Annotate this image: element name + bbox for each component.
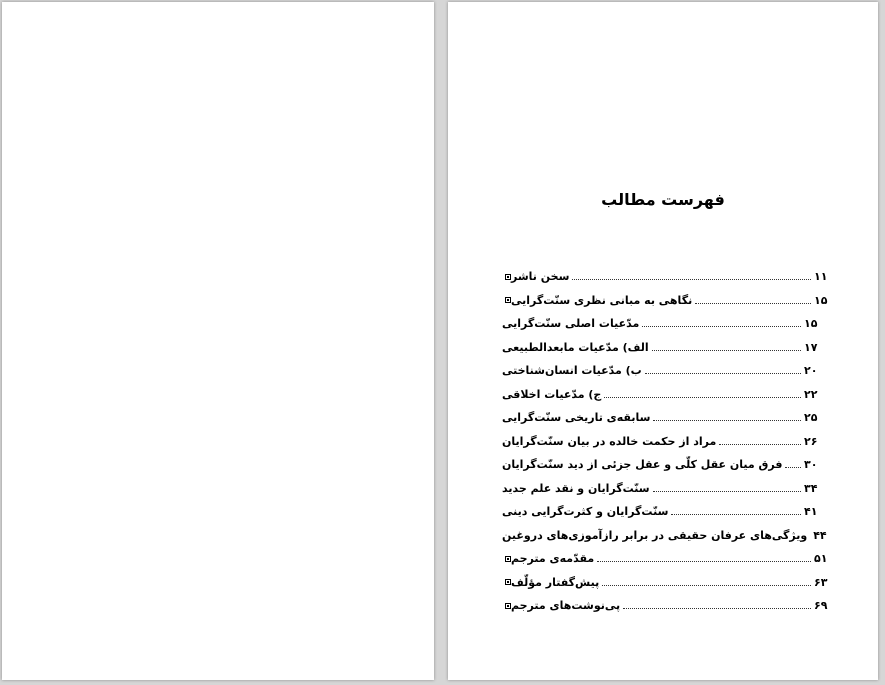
toc-entry-page: ۱۷ xyxy=(804,340,818,354)
toc-entry-label: سنّت‌گرایان و نقد علم جدید xyxy=(502,481,650,495)
toc-entry-page: ۳۰ xyxy=(804,458,818,472)
toc-entry[interactable] xyxy=(502,524,838,548)
toc-entry[interactable] xyxy=(502,359,838,383)
toc-entry-label: ویژگی‌های عرفان حقیقی در برابر رازآموزی‌های دروغین xyxy=(502,528,808,542)
toc-entry[interactable] xyxy=(502,265,838,289)
bullet-icon xyxy=(505,297,511,303)
toc-entry[interactable] xyxy=(502,312,838,336)
toc-entry-label: پیش‌گفتار مؤلّف xyxy=(511,575,600,589)
bullet-icon xyxy=(505,603,511,609)
dot-leader xyxy=(602,585,811,586)
toc-title: فهرست مطالب xyxy=(601,190,725,209)
toc-entry-label: فرق میان عقل کلّی و عقل جزئی از دید سنّت‌گرایان xyxy=(502,458,783,472)
toc-entry[interactable] xyxy=(502,383,838,407)
toc-entry-page: ۱۵ xyxy=(804,317,818,331)
toc-entry-label: ج) مدّعیات اخلاقی xyxy=(502,387,602,401)
toc-entry[interactable] xyxy=(502,289,838,313)
dot-leader xyxy=(719,444,801,445)
bullet-icon xyxy=(505,274,511,280)
dot-leader xyxy=(645,373,801,374)
toc-entry-label: پی‌نوشت‌های مترجم xyxy=(511,599,621,613)
dot-leader xyxy=(623,608,811,609)
toc-entry[interactable] xyxy=(502,594,838,618)
toc-entry[interactable] xyxy=(502,336,838,360)
right-page xyxy=(448,2,878,680)
toc-entry-label: ب) مدّعیات انسان‌شناختی xyxy=(502,364,642,378)
dot-leader xyxy=(785,467,801,468)
toc-entry-page: ۲۰ xyxy=(804,364,818,378)
toc-entry-page: ۵۱ xyxy=(814,552,828,566)
toc-entry-page: ۱۵ xyxy=(814,293,828,307)
toc-entry[interactable] xyxy=(502,453,838,477)
dot-leader xyxy=(653,420,801,421)
toc-entry-label: الف) مدّعیات مابعدالطبیعی xyxy=(502,340,649,354)
dot-leader xyxy=(642,326,801,327)
dot-leader xyxy=(604,397,801,398)
toc-entry[interactable] xyxy=(502,430,838,454)
toc-entry-page: ۴۱ xyxy=(804,505,818,519)
toc-entry[interactable] xyxy=(502,571,838,595)
toc-entry-page: ۴۴ xyxy=(813,528,827,542)
bullet-icon xyxy=(505,556,511,562)
toc-entry-label: مدّعیات اصلی سنّت‌گرایی xyxy=(502,317,640,331)
toc-entry-page: ۲۵ xyxy=(804,411,818,425)
toc-list xyxy=(502,265,838,618)
toc-entry-label: مقدّمه‌ی مترجم xyxy=(511,552,595,566)
toc-entry-page: ۱۱ xyxy=(814,270,828,284)
dot-leader xyxy=(653,491,801,492)
toc-entry-page: ۶۹ xyxy=(814,599,828,613)
toc-entry[interactable] xyxy=(502,547,838,571)
toc-entry-label: سخن ناشر xyxy=(511,270,570,284)
dot-leader xyxy=(572,279,811,280)
dot-leader xyxy=(652,350,801,351)
toc-entry-label: سابقه‌ی تاریخی سنّت‌گرایی xyxy=(502,411,651,425)
toc-entry-label: سنّت‌گرایان و کثرت‌گرایی دینی xyxy=(502,505,669,519)
toc-entry[interactable] xyxy=(502,500,838,524)
toc-entry-page: ۶۳ xyxy=(814,575,828,589)
bullet-icon xyxy=(505,579,511,585)
dot-leader xyxy=(671,514,801,515)
toc-entry-page: ۲۲ xyxy=(804,387,818,401)
dot-leader xyxy=(597,561,811,562)
toc-entry-page: ۳۴ xyxy=(804,481,818,495)
dot-leader xyxy=(695,303,811,304)
toc-entry-label: نگاهی به مبانی نظری سنّت‌گرایی xyxy=(511,293,693,307)
toc-entry-page: ۲۶ xyxy=(804,434,818,448)
left-page xyxy=(2,2,434,680)
toc-entry[interactable] xyxy=(502,406,838,430)
toc-entry[interactable] xyxy=(502,477,838,501)
toc-entry-label: مراد از حکمت خالده در بیان سنّت‌گرایان xyxy=(502,434,717,448)
